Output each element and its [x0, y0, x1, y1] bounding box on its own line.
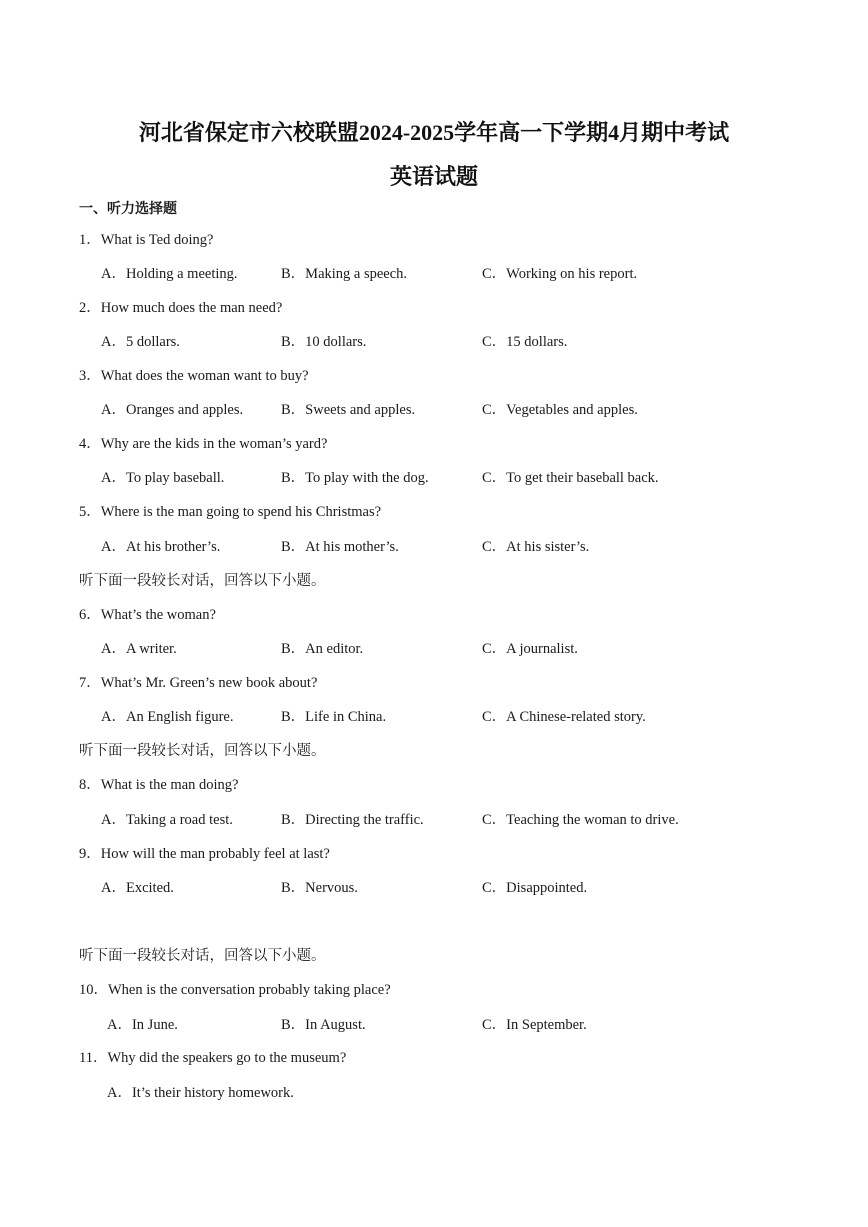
- q6-option-b: B．An editor.: [281, 641, 364, 657]
- q6-option-a: A．A writer.: [101, 641, 177, 657]
- q1-option-c: C．Working on his report.: [482, 266, 638, 282]
- q9-option-b: B．Nervous.: [281, 880, 358, 896]
- q1-option-b: B．Making a speech.: [281, 266, 408, 282]
- q5-option-a: A．At his brother’s.: [101, 539, 221, 555]
- listening-note: 听下面一段较长对话，回答以下小题。: [79, 743, 326, 759]
- q5-option-b: B．At his mother’s.: [281, 539, 399, 555]
- q10-option-b: B．In August.: [281, 1017, 366, 1033]
- q11-option-a: A．It’s their history homework.: [107, 1085, 294, 1101]
- section-heading: 一、听力选择题: [79, 202, 177, 217]
- q8-option-b: B．Directing the traffic.: [281, 812, 424, 828]
- listening-note: 听下面一段较长对话，回答以下小题。: [79, 573, 326, 589]
- question-3: 3．What does the woman want to buy?: [79, 368, 309, 384]
- exam-subtitle: 英语试题: [389, 164, 478, 189]
- q8-option-c: C．Teaching the woman to drive.: [482, 812, 679, 828]
- listening-note: 听下面一段较长对话，回答以下小题。: [79, 948, 326, 964]
- question-5: 5．Where is the man going to spend his Christmas?: [79, 504, 382, 520]
- q2-option-a: A．5 dollars.: [101, 334, 180, 350]
- question-6: 6．What’s the woman?: [79, 607, 216, 623]
- q10-option-a: A．In June.: [107, 1017, 178, 1033]
- q3-option-a: A．Oranges and apples.: [101, 402, 244, 418]
- question-10: 10．When is the conversation probably taking place?: [79, 982, 391, 998]
- question-7: 7．What’s Mr. Green’s new book about?: [79, 675, 318, 691]
- question-8: 8．What is the man doing?: [79, 777, 239, 793]
- q4-option-a: A．To play baseball.: [101, 470, 225, 486]
- q2-option-c: C．15 dollars.: [482, 334, 568, 350]
- q4-option-b: B．To play with the dog.: [281, 470, 429, 486]
- q9-option-a: A．Excited.: [101, 880, 174, 896]
- q8-option-a: A．Taking a road test.: [101, 812, 233, 828]
- q2-option-b: B．10 dollars.: [281, 334, 367, 350]
- q4-option-c: C．To get their baseball back.: [482, 470, 659, 486]
- q7-option-b: B．Life in China.: [281, 709, 387, 725]
- q10-option-c: C．In September.: [482, 1017, 587, 1033]
- q3-option-b: B．Sweets and apples.: [281, 402, 416, 418]
- question-2: 2．How much does the man need?: [79, 300, 283, 316]
- q6-option-c: C．A journalist.: [482, 641, 578, 657]
- q7-option-a: A．An English figure.: [101, 709, 234, 725]
- question-9: 9．How will the man probably feel at last?: [79, 846, 330, 862]
- q7-option-c: C．A Chinese-related story.: [482, 709, 646, 725]
- q9-option-c: C．Disappointed.: [482, 880, 588, 896]
- question-11: 11．Why did the speakers go to the museum?: [79, 1050, 347, 1066]
- question-4: 4．Why are the kids in the woman’s yard?: [79, 436, 328, 452]
- exam-title: 河北省保定市六校联盟2024-2025学年高一下学期4月期中考试: [138, 120, 730, 145]
- q5-option-c: C．At his sister’s.: [482, 539, 590, 555]
- question-1: 1．What is Ted doing?: [79, 232, 214, 248]
- q3-option-c: C．Vegetables and apples.: [482, 402, 638, 418]
- q1-option-a: A．Holding a meeting.: [101, 266, 238, 282]
